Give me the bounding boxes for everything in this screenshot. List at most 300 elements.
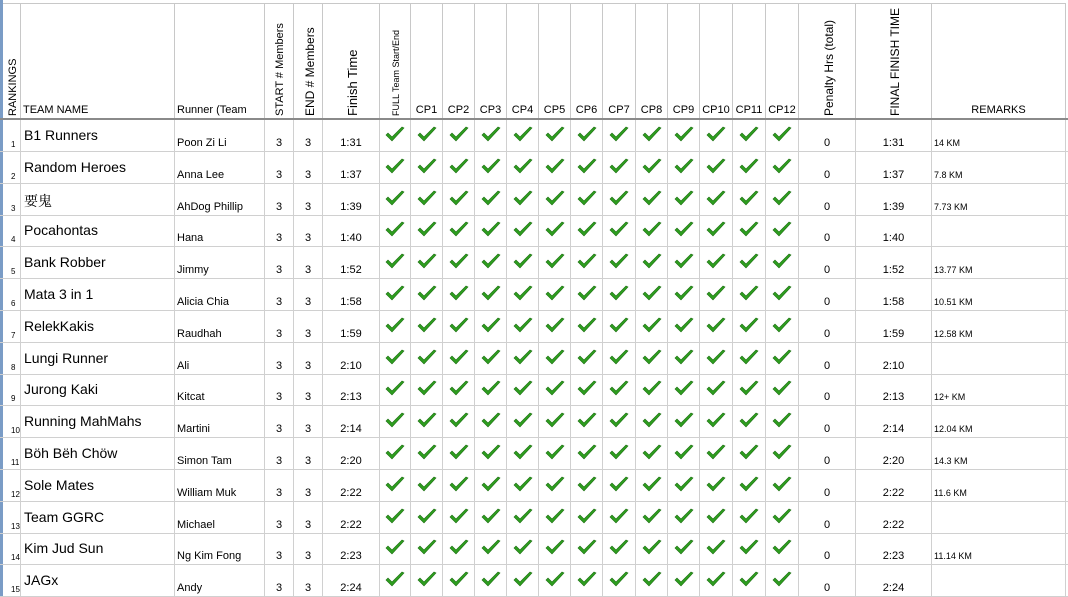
cell-cp5[interactable]	[539, 152, 571, 183]
cell-cp2[interactable]	[443, 215, 475, 246]
cell-rank[interactable]	[3, 502, 21, 533]
cell-remark[interactable]	[932, 152, 1066, 183]
cell-full[interactable]	[380, 565, 411, 596]
cell-rank[interactable]	[3, 533, 21, 564]
cell-start[interactable]	[265, 343, 294, 374]
cell-cp1[interactable]	[411, 533, 443, 564]
cell-cp3[interactable]	[475, 120, 507, 151]
cell-full[interactable]	[380, 343, 411, 374]
cell-end[interactable]	[294, 215, 323, 246]
cell-cp2[interactable]	[443, 565, 475, 596]
cell-final[interactable]	[856, 279, 932, 310]
cell-cp1[interactable]	[411, 279, 443, 310]
cell-penalty[interactable]	[799, 120, 856, 151]
cell-rank[interactable]	[3, 152, 21, 183]
cell-cp9[interactable]	[668, 533, 700, 564]
cell-penalty[interactable]	[799, 438, 856, 469]
cell-cp3[interactable]	[475, 533, 507, 564]
cell-cp7[interactable]	[603, 343, 636, 374]
cell-cp9[interactable]	[668, 374, 700, 405]
cell-cp8[interactable]	[636, 438, 668, 469]
cell-cp10[interactable]	[700, 279, 733, 310]
cell-start[interactable]	[265, 247, 294, 278]
cell-full[interactable]	[380, 406, 411, 437]
cell-end[interactable]	[294, 247, 323, 278]
cell-team[interactable]	[21, 343, 175, 374]
cell-team[interactable]	[21, 470, 175, 501]
cell-remark[interactable]	[932, 533, 1066, 564]
cell-final[interactable]	[856, 565, 932, 596]
cell-cp12[interactable]	[766, 343, 799, 374]
cell-team[interactable]	[21, 215, 175, 246]
cell-full[interactable]	[380, 502, 411, 533]
cell-runner[interactable]	[175, 184, 265, 215]
cell-cp9[interactable]	[668, 152, 700, 183]
cell-finish[interactable]	[323, 438, 380, 469]
cell-cp4[interactable]	[507, 502, 539, 533]
cell-team[interactable]	[21, 438, 175, 469]
cell-cp6[interactable]	[571, 374, 603, 405]
cell-finish[interactable]	[323, 533, 380, 564]
cell-cp9[interactable]	[668, 184, 700, 215]
cell-cp3[interactable]	[475, 152, 507, 183]
cell-cp6[interactable]	[571, 470, 603, 501]
cell-full[interactable]	[380, 247, 411, 278]
cell-team[interactable]	[21, 533, 175, 564]
cell-team[interactable]	[21, 120, 175, 151]
cell-cp9[interactable]	[668, 279, 700, 310]
cell-cp11[interactable]	[733, 120, 766, 151]
cell-cp10[interactable]	[700, 247, 733, 278]
cell-full[interactable]	[380, 374, 411, 405]
cell-start[interactable]	[265, 502, 294, 533]
cell-end[interactable]	[294, 406, 323, 437]
cell-cp7[interactable]	[603, 184, 636, 215]
cell-cp4[interactable]	[507, 374, 539, 405]
cell-remark[interactable]	[932, 279, 1066, 310]
cell-runner[interactable]	[175, 311, 265, 342]
cell-cp11[interactable]	[733, 152, 766, 183]
cell-cp8[interactable]	[636, 215, 668, 246]
cell-cp10[interactable]	[700, 343, 733, 374]
cell-cp1[interactable]	[411, 152, 443, 183]
cell-cp3[interactable]	[475, 343, 507, 374]
cell-cp4[interactable]	[507, 565, 539, 596]
cell-cp6[interactable]	[571, 343, 603, 374]
cell-cp3[interactable]	[475, 374, 507, 405]
cell-full[interactable]	[380, 311, 411, 342]
cell-cp4[interactable]	[507, 343, 539, 374]
cell-cp4[interactable]	[507, 406, 539, 437]
cell-final[interactable]	[856, 152, 932, 183]
cell-runner[interactable]	[175, 215, 265, 246]
cell-rank[interactable]	[3, 120, 21, 151]
cell-cp7[interactable]	[603, 502, 636, 533]
cell-team[interactable]	[21, 565, 175, 596]
cell-cp6[interactable]	[571, 311, 603, 342]
cell-cp12[interactable]	[766, 533, 799, 564]
cell-remark[interactable]	[932, 343, 1066, 374]
cell-start[interactable]	[265, 438, 294, 469]
cell-rank[interactable]	[3, 279, 21, 310]
cell-cp10[interactable]	[700, 438, 733, 469]
cell-end[interactable]	[294, 502, 323, 533]
cell-cp12[interactable]	[766, 470, 799, 501]
cell-cp1[interactable]	[411, 374, 443, 405]
cell-cp2[interactable]	[443, 438, 475, 469]
cell-cp10[interactable]	[700, 184, 733, 215]
cell-end[interactable]	[294, 279, 323, 310]
cell-runner[interactable]	[175, 120, 265, 151]
cell-cp9[interactable]	[668, 438, 700, 469]
cell-start[interactable]	[265, 374, 294, 405]
cell-final[interactable]	[856, 533, 932, 564]
cell-cp11[interactable]	[733, 184, 766, 215]
cell-cp5[interactable]	[539, 311, 571, 342]
cell-cp8[interactable]	[636, 406, 668, 437]
cell-cp8[interactable]	[636, 374, 668, 405]
cell-cp12[interactable]	[766, 374, 799, 405]
cell-cp6[interactable]	[571, 438, 603, 469]
cell-runner[interactable]	[175, 247, 265, 278]
cell-cp1[interactable]	[411, 120, 443, 151]
cell-cp12[interactable]	[766, 311, 799, 342]
cell-cp2[interactable]	[443, 470, 475, 501]
cell-cp2[interactable]	[443, 152, 475, 183]
cell-remark[interactable]	[932, 120, 1066, 151]
cell-penalty[interactable]	[799, 502, 856, 533]
cell-cp7[interactable]	[603, 215, 636, 246]
cell-remark[interactable]	[932, 247, 1066, 278]
cell-cp4[interactable]	[507, 279, 539, 310]
cell-cp1[interactable]	[411, 184, 443, 215]
cell-end[interactable]	[294, 184, 323, 215]
cell-cp8[interactable]	[636, 343, 668, 374]
cell-cp7[interactable]	[603, 533, 636, 564]
cell-cp7[interactable]	[603, 406, 636, 437]
cell-penalty[interactable]	[799, 152, 856, 183]
cell-rank[interactable]	[3, 438, 21, 469]
cell-cp3[interactable]	[475, 311, 507, 342]
cell-rank[interactable]	[3, 565, 21, 596]
cell-cp12[interactable]	[766, 184, 799, 215]
cell-penalty[interactable]	[799, 184, 856, 215]
cell-remark[interactable]	[932, 438, 1066, 469]
cell-cp12[interactable]	[766, 406, 799, 437]
cell-cp3[interactable]	[475, 470, 507, 501]
cell-penalty[interactable]	[799, 215, 856, 246]
cell-cp2[interactable]	[443, 247, 475, 278]
cell-cp4[interactable]	[507, 152, 539, 183]
cell-finish[interactable]	[323, 247, 380, 278]
cell-cp11[interactable]	[733, 311, 766, 342]
cell-cp8[interactable]	[636, 184, 668, 215]
cell-full[interactable]	[380, 438, 411, 469]
cell-cp3[interactable]	[475, 215, 507, 246]
cell-cp2[interactable]	[443, 406, 475, 437]
cell-cp11[interactable]	[733, 438, 766, 469]
cell-start[interactable]	[265, 215, 294, 246]
cell-cp7[interactable]	[603, 565, 636, 596]
cell-finish[interactable]	[323, 374, 380, 405]
cell-full[interactable]	[380, 152, 411, 183]
cell-finish[interactable]	[323, 502, 380, 533]
cell-cp1[interactable]	[411, 502, 443, 533]
cell-cp10[interactable]	[700, 215, 733, 246]
cell-cp4[interactable]	[507, 247, 539, 278]
cell-cp2[interactable]	[443, 374, 475, 405]
cell-cp8[interactable]	[636, 120, 668, 151]
cell-finish[interactable]	[323, 311, 380, 342]
cell-cp9[interactable]	[668, 565, 700, 596]
cell-runner[interactable]	[175, 565, 265, 596]
cell-cp1[interactable]	[411, 215, 443, 246]
cell-penalty[interactable]	[799, 279, 856, 310]
cell-finish[interactable]	[323, 406, 380, 437]
cell-runner[interactable]	[175, 279, 265, 310]
cell-cp4[interactable]	[507, 470, 539, 501]
cell-end[interactable]	[294, 343, 323, 374]
cell-cp12[interactable]	[766, 247, 799, 278]
cell-cp6[interactable]	[571, 120, 603, 151]
cell-cp8[interactable]	[636, 470, 668, 501]
cell-remark[interactable]	[932, 215, 1066, 246]
cell-start[interactable]	[265, 152, 294, 183]
cell-cp1[interactable]	[411, 247, 443, 278]
cell-cp8[interactable]	[636, 279, 668, 310]
cell-remark[interactable]	[932, 565, 1066, 596]
cell-cp1[interactable]	[411, 565, 443, 596]
cell-cp12[interactable]	[766, 565, 799, 596]
cell-finish[interactable]	[323, 184, 380, 215]
cell-cp5[interactable]	[539, 533, 571, 564]
cell-end[interactable]	[294, 152, 323, 183]
cell-cp9[interactable]	[668, 502, 700, 533]
cell-runner[interactable]	[175, 438, 265, 469]
cell-rank[interactable]	[3, 374, 21, 405]
cell-cp7[interactable]	[603, 247, 636, 278]
cell-cp5[interactable]	[539, 406, 571, 437]
cell-cp6[interactable]	[571, 215, 603, 246]
cell-runner[interactable]	[175, 406, 265, 437]
cell-rank[interactable]	[3, 343, 21, 374]
cell-cp9[interactable]	[668, 247, 700, 278]
cell-cp12[interactable]	[766, 502, 799, 533]
cell-team[interactable]	[21, 247, 175, 278]
cell-cp1[interactable]	[411, 311, 443, 342]
cell-cp8[interactable]	[636, 565, 668, 596]
cell-cp4[interactable]	[507, 311, 539, 342]
cell-cp8[interactable]	[636, 247, 668, 278]
cell-cp11[interactable]	[733, 279, 766, 310]
cell-cp5[interactable]	[539, 438, 571, 469]
cell-penalty[interactable]	[799, 565, 856, 596]
cell-cp4[interactable]	[507, 438, 539, 469]
cell-final[interactable]	[856, 438, 932, 469]
cell-end[interactable]	[294, 120, 323, 151]
cell-runner[interactable]	[175, 152, 265, 183]
cell-cp10[interactable]	[700, 565, 733, 596]
cell-cp8[interactable]	[636, 502, 668, 533]
cell-cp7[interactable]	[603, 279, 636, 310]
cell-cp7[interactable]	[603, 152, 636, 183]
cell-cp8[interactable]	[636, 533, 668, 564]
cell-cp4[interactable]	[507, 533, 539, 564]
cell-cp4[interactable]	[507, 215, 539, 246]
cell-cp2[interactable]	[443, 184, 475, 215]
cell-penalty[interactable]	[799, 311, 856, 342]
cell-cp10[interactable]	[700, 120, 733, 151]
cell-runner[interactable]	[175, 502, 265, 533]
cell-final[interactable]	[856, 311, 932, 342]
cell-end[interactable]	[294, 374, 323, 405]
cell-cp9[interactable]	[668, 470, 700, 501]
cell-cp7[interactable]	[603, 438, 636, 469]
cell-cp10[interactable]	[700, 152, 733, 183]
cell-remark[interactable]	[932, 184, 1066, 215]
cell-full[interactable]	[380, 120, 411, 151]
cell-cp11[interactable]	[733, 470, 766, 501]
cell-cp5[interactable]	[539, 215, 571, 246]
cell-cp11[interactable]	[733, 343, 766, 374]
cell-cp2[interactable]	[443, 533, 475, 564]
cell-runner[interactable]	[175, 533, 265, 564]
cell-final[interactable]	[856, 374, 932, 405]
cell-cp9[interactable]	[668, 406, 700, 437]
cell-cp9[interactable]	[668, 120, 700, 151]
cell-cp6[interactable]	[571, 406, 603, 437]
cell-final[interactable]	[856, 120, 932, 151]
cell-remark[interactable]	[932, 502, 1066, 533]
cell-rank[interactable]	[3, 311, 21, 342]
cell-cp9[interactable]	[668, 311, 700, 342]
cell-finish[interactable]	[323, 279, 380, 310]
cell-full[interactable]	[380, 184, 411, 215]
cell-final[interactable]	[856, 247, 932, 278]
cell-full[interactable]	[380, 470, 411, 501]
cell-cp5[interactable]	[539, 470, 571, 501]
cell-finish[interactable]	[323, 565, 380, 596]
cell-cp5[interactable]	[539, 565, 571, 596]
cell-remark[interactable]	[932, 311, 1066, 342]
cell-finish[interactable]	[323, 470, 380, 501]
cell-cp2[interactable]	[443, 279, 475, 310]
cell-start[interactable]	[265, 406, 294, 437]
cell-cp12[interactable]	[766, 438, 799, 469]
cell-start[interactable]	[265, 533, 294, 564]
cell-end[interactable]	[294, 311, 323, 342]
cell-team[interactable]	[21, 311, 175, 342]
cell-cp11[interactable]	[733, 215, 766, 246]
cell-final[interactable]	[856, 470, 932, 501]
cell-cp6[interactable]	[571, 247, 603, 278]
cell-remark[interactable]	[932, 470, 1066, 501]
cell-penalty[interactable]	[799, 343, 856, 374]
cell-finish[interactable]	[323, 120, 380, 151]
cell-remark[interactable]	[932, 406, 1066, 437]
cell-cp5[interactable]	[539, 279, 571, 310]
cell-cp12[interactable]	[766, 215, 799, 246]
cell-cp1[interactable]	[411, 438, 443, 469]
cell-cp10[interactable]	[700, 502, 733, 533]
cell-rank[interactable]	[3, 406, 21, 437]
cell-runner[interactable]	[175, 374, 265, 405]
cell-start[interactable]	[265, 184, 294, 215]
cell-rank[interactable]	[3, 184, 21, 215]
cell-start[interactable]	[265, 470, 294, 501]
cell-cp4[interactable]	[507, 184, 539, 215]
cell-cp11[interactable]	[733, 374, 766, 405]
cell-cp10[interactable]	[700, 406, 733, 437]
cell-penalty[interactable]	[799, 470, 856, 501]
cell-penalty[interactable]	[799, 406, 856, 437]
cell-penalty[interactable]	[799, 533, 856, 564]
cell-end[interactable]	[294, 533, 323, 564]
cell-cp3[interactable]	[475, 565, 507, 596]
cell-final[interactable]	[856, 406, 932, 437]
cell-team[interactable]	[21, 184, 175, 215]
cell-full[interactable]	[380, 533, 411, 564]
cell-cp12[interactable]	[766, 279, 799, 310]
cell-cp5[interactable]	[539, 184, 571, 215]
cell-finish[interactable]	[323, 215, 380, 246]
cell-final[interactable]	[856, 215, 932, 246]
cell-final[interactable]	[856, 343, 932, 374]
cell-final[interactable]	[856, 184, 932, 215]
cell-cp7[interactable]	[603, 470, 636, 501]
cell-start[interactable]	[265, 565, 294, 596]
cell-team[interactable]	[21, 406, 175, 437]
cell-cp1[interactable]	[411, 406, 443, 437]
cell-cp8[interactable]	[636, 152, 668, 183]
cell-team[interactable]	[21, 374, 175, 405]
cell-cp10[interactable]	[700, 470, 733, 501]
cell-remark[interactable]	[932, 374, 1066, 405]
cell-cp2[interactable]	[443, 343, 475, 374]
cell-runner[interactable]	[175, 470, 265, 501]
cell-penalty[interactable]	[799, 374, 856, 405]
cell-cp10[interactable]	[700, 374, 733, 405]
cell-start[interactable]	[265, 279, 294, 310]
cell-start[interactable]	[265, 120, 294, 151]
cell-cp11[interactable]	[733, 565, 766, 596]
cell-cp11[interactable]	[733, 533, 766, 564]
cell-cp7[interactable]	[603, 374, 636, 405]
cell-full[interactable]	[380, 215, 411, 246]
cell-cp6[interactable]	[571, 152, 603, 183]
cell-cp5[interactable]	[539, 502, 571, 533]
cell-team[interactable]	[21, 279, 175, 310]
cell-cp1[interactable]	[411, 343, 443, 374]
cell-rank[interactable]	[3, 215, 21, 246]
cell-cp5[interactable]	[539, 374, 571, 405]
cell-finish[interactable]	[323, 343, 380, 374]
cell-cp7[interactable]	[603, 120, 636, 151]
cell-cp4[interactable]	[507, 120, 539, 151]
cell-penalty[interactable]	[799, 247, 856, 278]
cell-cp3[interactable]	[475, 279, 507, 310]
cell-cp5[interactable]	[539, 343, 571, 374]
cell-cp12[interactable]	[766, 152, 799, 183]
cell-cp6[interactable]	[571, 533, 603, 564]
cell-cp9[interactable]	[668, 343, 700, 374]
cell-cp3[interactable]	[475, 247, 507, 278]
cell-cp7[interactable]	[603, 311, 636, 342]
cell-cp3[interactable]	[475, 502, 507, 533]
cell-full[interactable]	[380, 279, 411, 310]
cell-start[interactable]	[265, 311, 294, 342]
cell-cp11[interactable]	[733, 406, 766, 437]
